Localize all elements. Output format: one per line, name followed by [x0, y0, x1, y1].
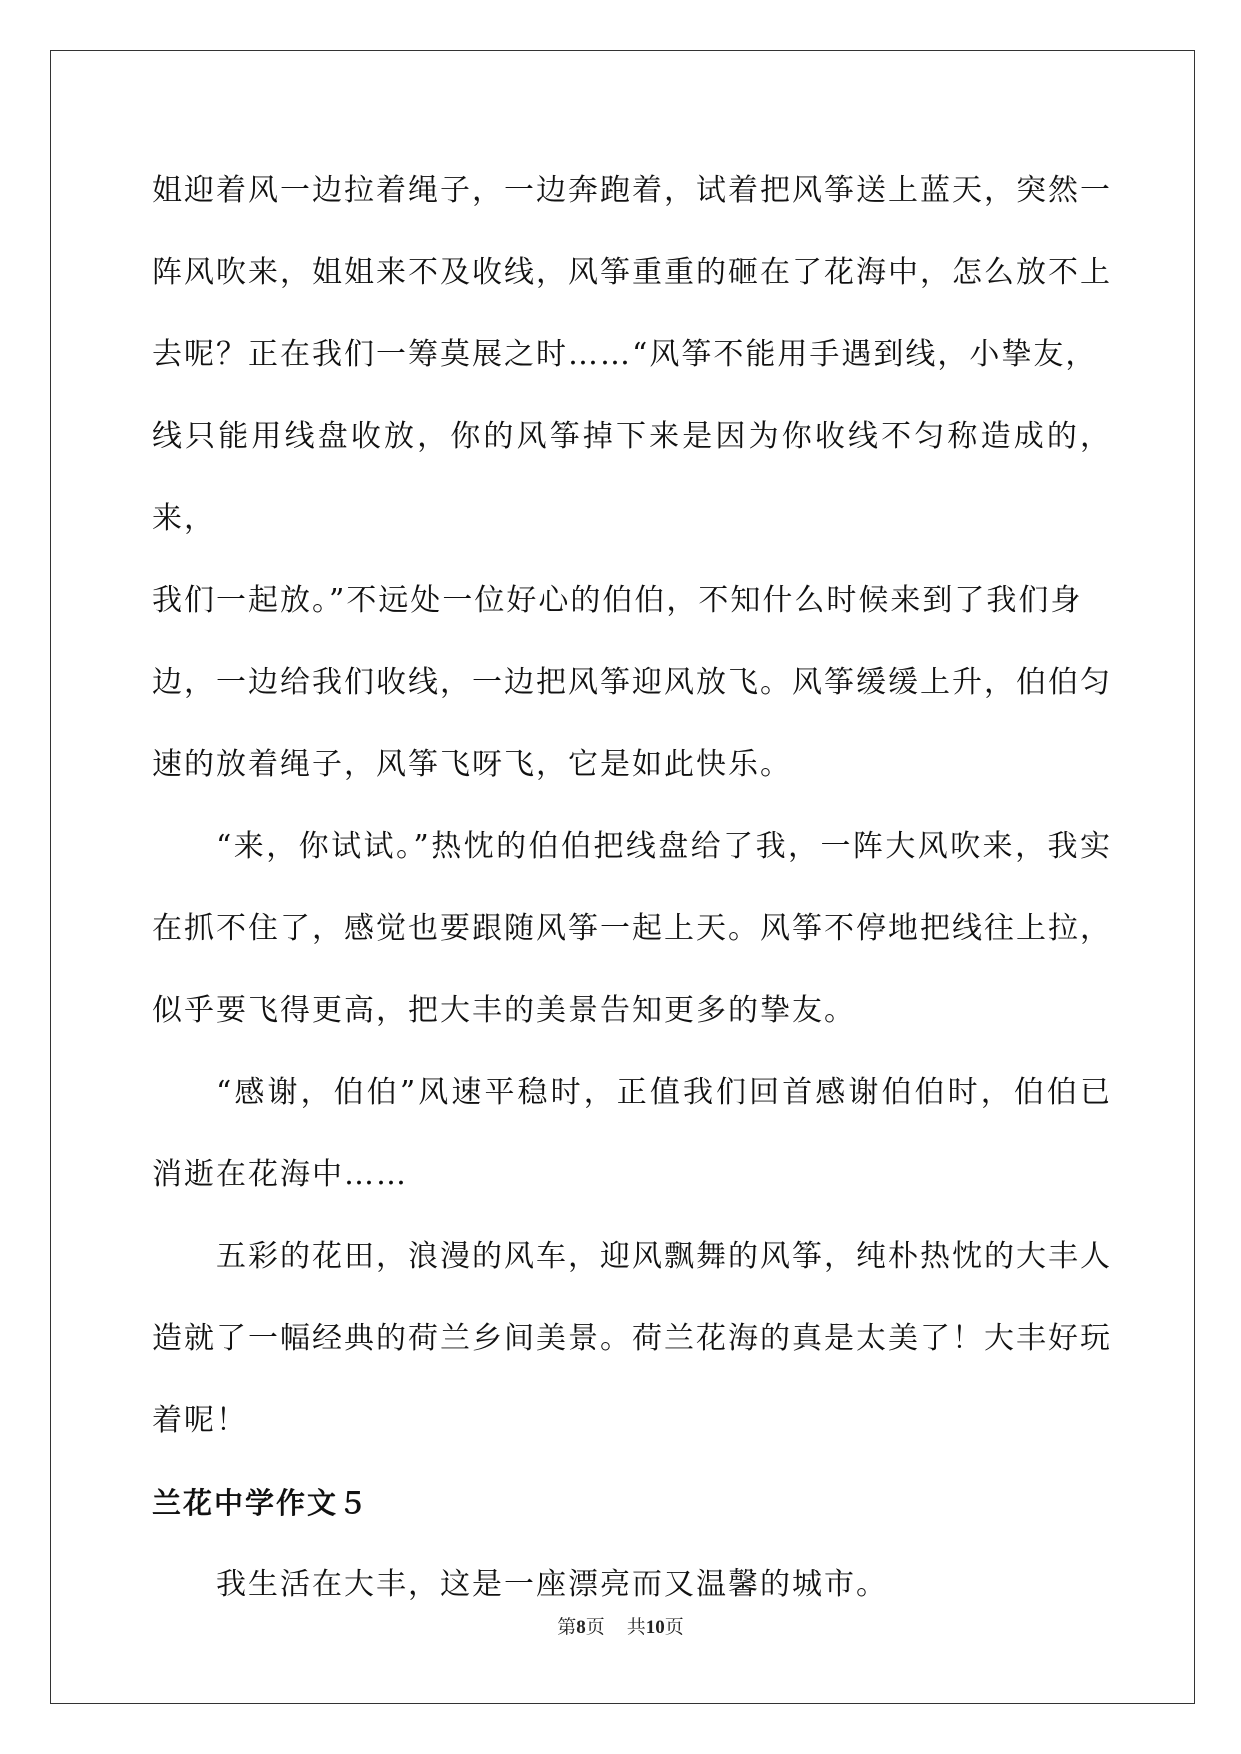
paragraph-try-it: “来，你试试。”热忱的伯伯把线盘给了我，一阵大风吹来，我实在抓不住了，感觉也要跟随风筝一起上天。风筝不停地把线往上拉，似乎要飞得更高，把大丰的美景告知更多的挚友。 — [152, 829, 1112, 1028]
total-prefix: 共 — [626, 1616, 646, 1638]
paragraph-intro: 我生活在大丰，这是一座漂亮而又温馨的城市。 — [216, 1567, 888, 1602]
paragraph-continuation — [152, 150, 1112, 806]
paragraph-scenery: 五彩的花田，浪漫的风车，迎风飘舞的风筝，纯朴热忱的大丰人造就了一幅经典的荷兰乡间美景。荷兰花海的真是太美了！大丰好玩着呢！ — [152, 1239, 1112, 1438]
text-line: 线只能用线盘收放，你的风筝掉下来是因为你收线不匀称造成的，来， — [152, 419, 1112, 536]
text-line: 边，一边给我们收线，一边把风筝迎风放飞。风筝缓缓上升，伯伯匀 — [152, 665, 1112, 700]
total-suffix: 页 — [664, 1616, 684, 1638]
total-pages: 10 — [645, 1617, 665, 1638]
text-line: 阵风吹来，姐姐来不及收线，风筝重重的砸在了花海中，怎么放不上 — [152, 255, 1112, 290]
page-prefix: 第 — [557, 1616, 577, 1638]
section-heading: 兰花中学作文５ — [152, 1486, 370, 1520]
page-number: 8 — [576, 1617, 586, 1638]
page-footer — [0, 1612, 1241, 1639]
document-body — [152, 150, 1112, 1626]
page-suffix: 页 — [585, 1616, 605, 1638]
text-line: 去呢？正在我们一筹莫展之时……“风筝不能用手遇到线，小挚友， — [152, 337, 1098, 372]
text-line: 姐迎着风一边拉着绳子，一边奔跑着，试着把风筝送上蓝天，突然一 — [152, 173, 1112, 208]
paragraph-thanks: “感谢，伯伯”风速平稳时，正值我们回首感谢伯伯时，伯伯已消逝在花海中…… — [152, 1075, 1112, 1192]
text-line: 速的放着绳子，风筝飞呀飞，它是如此快乐。 — [152, 747, 792, 782]
text-line: 我们一起放。”不远处一位好心的伯伯，不知什么时候来到了我们身 — [152, 583, 1083, 618]
